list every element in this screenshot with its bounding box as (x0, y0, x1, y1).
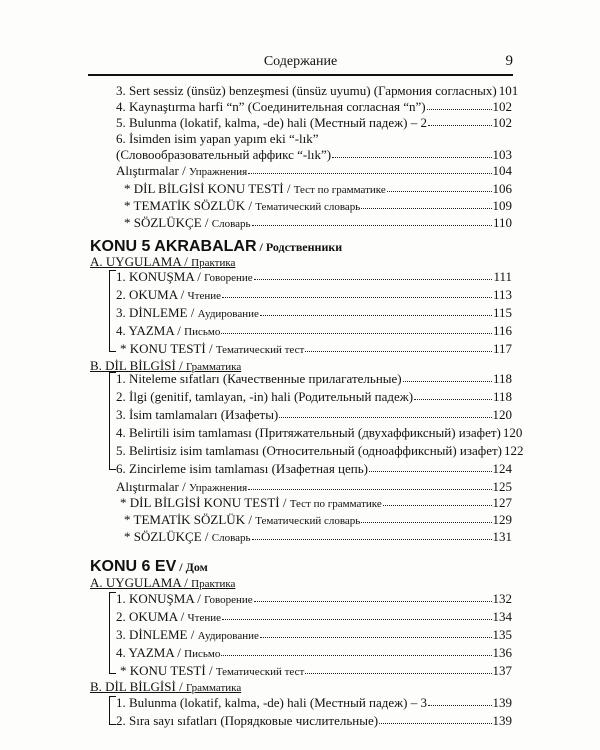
section-heading: B. DİL BİLGİSİ / Грамматика (90, 679, 242, 694)
toc-entry[interactable] (116, 162, 512, 179)
toc-entry-text: * TEMATİK SÖZLÜK / (124, 198, 256, 213)
dot-leader (254, 590, 492, 602)
dot-leader (221, 644, 491, 656)
dot-leader (403, 370, 492, 382)
toc-entry-title (116, 460, 368, 477)
toc-entry-translation: Тематический словарь (255, 201, 361, 213)
toc-entry[interactable] (124, 197, 512, 214)
toc-entry-title (116, 694, 427, 711)
toc-entry-title (116, 644, 220, 663)
toc-entry-page: 115 (492, 305, 512, 320)
toc-entry[interactable] (116, 478, 512, 495)
page-title: Содержание (263, 54, 338, 69)
toc-entry-page: 109 (492, 198, 512, 213)
dot-leader (320, 130, 511, 141)
toc-entry-title (116, 82, 497, 99)
toc-entry-page: 135 (492, 627, 512, 642)
toc-entry-page: 132 (492, 591, 512, 606)
toc-entry[interactable] (116, 98, 512, 115)
section-label-translation: Грамматика (185, 682, 242, 694)
toc-entry-translation: Словарь (211, 532, 251, 544)
toc-entry[interactable] (116, 424, 523, 441)
toc-entry-translation: Тематический тест (215, 666, 305, 678)
section-heading: B. DİL BİLGİSİ / Грамматика (90, 358, 242, 373)
toc-entry[interactable] (124, 180, 512, 197)
toc-entry-text: 6. Zincirleme isim tamlaması (Изафетная цепь) (116, 461, 368, 476)
dot-leader (369, 460, 492, 472)
toc-entry-title (116, 370, 402, 387)
dot-leader (248, 478, 491, 490)
dot-leader (414, 388, 492, 400)
toc-entry-title (116, 114, 427, 131)
toc-entry-title (116, 590, 253, 609)
toc-entry-translation: Аудирование (197, 308, 259, 320)
toc-entry[interactable] (124, 214, 512, 231)
toc-entry[interactable] (116, 388, 512, 405)
dot-leader (387, 180, 492, 192)
toc-entry[interactable] (120, 340, 512, 357)
dot-leader (428, 114, 492, 126)
toc-entry-text: * SÖZLÜKÇE / (124, 215, 212, 230)
toc-entry[interactable] (116, 130, 512, 147)
toc-entry[interactable] (120, 662, 512, 679)
toc-entry-text: 2. OKUMA / (116, 287, 188, 302)
toc-entry[interactable] (120, 494, 512, 511)
toc-entry-page: 110 (492, 215, 512, 230)
toc-entry-translation: Письмо (184, 648, 221, 660)
toc-entry-translation: Упражнения (188, 166, 248, 178)
toc-entry-page: 111 (493, 269, 512, 284)
toc-entry-title (116, 322, 220, 341)
toc-entry[interactable] (124, 511, 512, 528)
dot-leader (252, 214, 492, 226)
toc-entry-page: 139 (492, 713, 512, 728)
page-header (88, 52, 513, 76)
unit-title: KONU 5 AKRABALAR (90, 238, 257, 255)
toc-entry[interactable] (116, 146, 512, 163)
toc-entry[interactable] (116, 644, 512, 661)
toc-entry-title (116, 406, 278, 423)
section-bracket (109, 270, 118, 352)
toc-entry-translation: Говорение (204, 594, 253, 606)
toc-entry-text: 4. YAZMA / (116, 323, 185, 338)
toc-entry-page: 116 (492, 323, 512, 338)
toc-entry-text: 2. Sıra sayı sıfatları (Порядковые числительные) (116, 713, 379, 728)
dot-leader (305, 340, 492, 352)
section-heading: A. UYGULAMA / Практика (90, 254, 236, 269)
toc-entry-text: 2. OKUMA / (116, 609, 188, 624)
toc-entry-text: 5. Belirtisiz isim tamlaması (Относительный (одноаффиксный) изафет) (116, 443, 502, 458)
toc-entry-title (116, 626, 259, 645)
toc-entry-translation: Чтение (187, 612, 222, 624)
toc-entry-page: 118 (492, 389, 512, 404)
dot-leader (427, 98, 492, 110)
toc-entry[interactable] (116, 286, 512, 303)
toc-entry-title (116, 442, 502, 459)
toc-entry-page: 131 (492, 529, 512, 544)
toc-entry-text: 1. KONUŞMA / (116, 269, 205, 284)
toc-entry[interactable] (116, 590, 512, 607)
toc-entry[interactable] (116, 268, 512, 285)
toc-entry[interactable] (116, 460, 512, 477)
toc-entry-page: 129 (492, 512, 512, 527)
toc-entry-title (120, 340, 304, 359)
toc-entry-translation: Тест по грамматике (289, 498, 382, 510)
toc-entry-page: 139 (492, 695, 512, 710)
toc-entry-page: 137 (492, 663, 512, 678)
toc-entry[interactable] (116, 406, 512, 423)
toc-entry[interactable] (116, 712, 512, 729)
toc-entry-text: 3. Sert sessiz (ünsüz) benzeşmesi (ünsüz uyumu) (Гармония согласных) (116, 83, 497, 98)
dot-leader (254, 268, 493, 280)
toc-entry-title (116, 162, 247, 181)
toc-entry-text: 4. Kaynaştırma harfi “n” (Соединительная согласная “n”) (116, 99, 426, 114)
toc-entry-text: 3. DİNLEME / (116, 627, 198, 642)
toc-entry-text: 3. DİNLEME / (116, 305, 198, 320)
toc-entry-translation: Тест по грамматике (293, 184, 386, 196)
dot-leader (222, 286, 492, 298)
toc-entry-title (116, 608, 221, 627)
dot-leader (428, 694, 492, 706)
toc-entry-text: (Словообразовательный аффикс “-lık”) (116, 147, 332, 162)
section-heading: A. UYGULAMA / Практика (90, 575, 236, 590)
toc-entry-page: 134 (492, 609, 512, 624)
toc-entry-translation: Тематический словарь (255, 515, 361, 527)
dot-leader (305, 662, 491, 674)
toc-entry-page: 104 (492, 163, 512, 178)
toc-entry-text: 4. Belirtili isim tamlaması (Притяжательный (двухаффиксный) изафет) (116, 425, 501, 440)
unit-title-translation: / Дом (176, 560, 208, 574)
section-bracket (109, 592, 118, 674)
toc-entry-title (116, 286, 221, 305)
toc-entry-text: * DİL BİLGİSİ KONU TESTİ / (124, 181, 294, 196)
toc-entry-page: 127 (492, 495, 512, 510)
dot-leader (248, 162, 491, 174)
dot-leader (260, 304, 492, 316)
toc-entry-title (124, 528, 251, 547)
section-label-translation: Практика (191, 578, 236, 590)
toc-entry-page: 101 (498, 83, 519, 98)
toc-entry-title (116, 146, 331, 163)
toc-entry[interactable] (116, 82, 519, 99)
toc-entry-translation: Словарь (211, 218, 251, 230)
page-number: 9 (505, 53, 513, 69)
toc-entry-page: 102 (492, 99, 512, 114)
toc-entry-page: 124 (492, 461, 512, 476)
toc-entry-text: 1. Bulunma (lokatif, kalma, -de) hali (Местный падеж) – 3 (116, 695, 427, 710)
section-label: B. DİL BİLGİSİ (90, 679, 176, 694)
section-label: B. DİL BİLGİSİ (90, 358, 176, 373)
section-label: A. UYGULAMA (90, 254, 181, 269)
toc-entry-title (116, 712, 378, 729)
toc-entry-text: 3. İsim tamlamaları (Изафеты) (116, 407, 279, 422)
toc-entry-translation: Чтение (187, 290, 222, 302)
toc-entry[interactable] (116, 608, 512, 625)
toc-entry-page: 106 (492, 181, 512, 196)
unit-title: KONU 6 EV (90, 558, 177, 575)
toc-entry-text: * TEMATİK SÖZLÜK / (124, 512, 256, 527)
toc-entry-text: * DİL BİLGİSİ KONU TESTİ / (120, 495, 290, 510)
toc-entry-page: 118 (492, 371, 512, 386)
toc-entry-page: 125 (492, 479, 512, 494)
toc-entry-title (124, 214, 251, 233)
dot-leader (279, 406, 491, 418)
toc-entry-title (116, 304, 259, 323)
toc-entry-page: 120 (492, 407, 512, 422)
toc-entry-text: 1. Niteleme sıfatları (Качественные прилагательные) (116, 371, 402, 386)
toc-entry-text: Alıştırmalar / (116, 163, 189, 178)
unit-title-translation: / Родственники (256, 240, 343, 254)
section-label: A. UYGULAMA (90, 575, 181, 590)
toc-entry-text: Alıştırmalar / (116, 479, 189, 494)
dot-leader (221, 322, 492, 334)
toc-entry-text: 2. İlgi (genitif, tamlayan, -in) hali (Родительный падеж) (116, 389, 414, 404)
toc-entry-title (116, 388, 413, 405)
toc-entry-text: * KONU TESTİ / (120, 663, 216, 678)
toc-entry-text: 6. İsimden isim yapan yapım eki “-lık” (116, 131, 319, 146)
dot-leader (379, 712, 491, 724)
toc-entry-page: 117 (492, 341, 512, 356)
toc-entry-text: 5. Bulunma (lokatif, kalma, -de) hali (Местный падеж) – 2 (116, 115, 427, 130)
toc-entry[interactable] (124, 528, 512, 545)
toc-entry[interactable] (116, 442, 524, 459)
toc-entry-page: 122 (503, 443, 524, 458)
toc-entry-translation: Письмо (184, 326, 221, 338)
toc-entry-text: * KONU TESTİ / (120, 341, 216, 356)
toc-entry[interactable] (116, 694, 512, 711)
toc-entry-text: 4. YAZMA / (116, 645, 185, 660)
toc-entry-title (116, 424, 501, 441)
toc-entry[interactable] (116, 626, 512, 643)
section-label-translation: Практика (191, 257, 236, 269)
unit-heading (90, 558, 208, 576)
dot-leader (332, 146, 491, 158)
toc-entry-translation: Говорение (204, 272, 253, 284)
toc-entry-title (116, 268, 253, 287)
toc-entry-title (116, 98, 426, 115)
section-bracket (109, 696, 118, 725)
dot-leader (252, 528, 492, 540)
dot-leader (260, 626, 492, 638)
dot-leader (361, 197, 491, 209)
toc-entry-page: 120 (502, 425, 523, 440)
toc-entry-translation: Упражнения (188, 482, 248, 494)
toc-entry-page: 113 (492, 287, 512, 302)
toc-entry[interactable] (116, 370, 512, 387)
dot-leader (222, 608, 491, 620)
toc-entry[interactable] (116, 322, 512, 339)
toc-entry[interactable] (116, 114, 512, 131)
toc-entry-page: 102 (492, 115, 512, 130)
section-label-translation: Грамматика (185, 361, 242, 373)
toc-entry-translation: Тематический тест (215, 344, 305, 356)
toc-entry-text: * SÖZLÜKÇE / (124, 529, 212, 544)
toc-entry-page: 136 (492, 645, 512, 660)
toc-entry-text: 1. KONUŞMA / (116, 591, 205, 606)
dot-leader (383, 494, 492, 506)
toc-entry-page: 103 (492, 147, 512, 162)
toc-entry[interactable] (116, 304, 512, 321)
toc-entry-translation: Аудирование (197, 630, 259, 642)
toc-entry-title (116, 130, 319, 147)
section-bracket (109, 372, 118, 470)
dot-leader (361, 511, 491, 523)
